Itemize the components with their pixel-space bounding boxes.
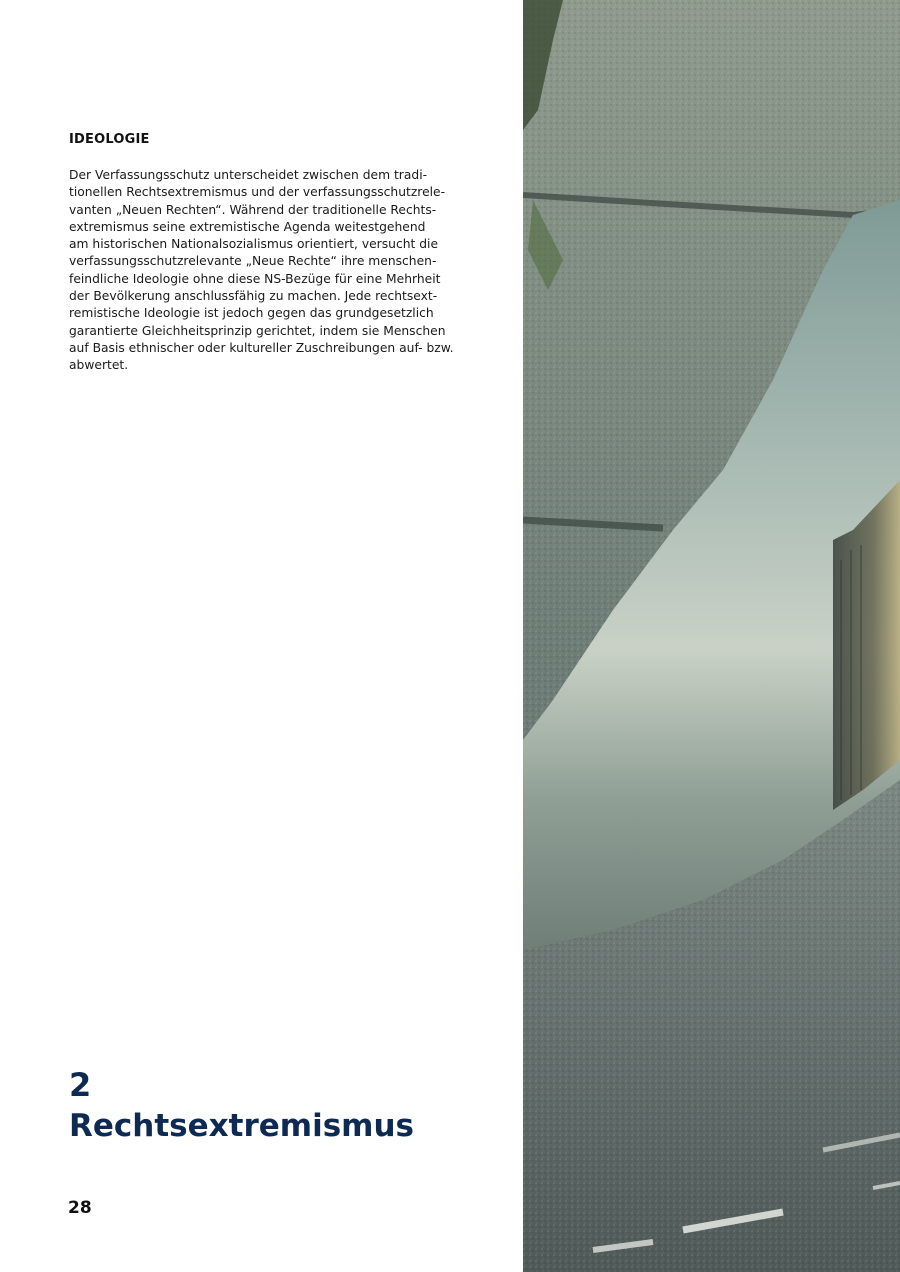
body-line: auf Basis ethnischer oder kultureller Zuschreibungen auf- bzw. [69, 340, 454, 355]
body-line: am historischen Nationalsozialismus orientiert, versucht die [69, 237, 439, 252]
puddle-reflection-photo [523, 0, 900, 1272]
body-line: extremismus seine extremistische Agenda weitestgehend [69, 219, 426, 234]
body-paragraph [69, 167, 454, 375]
body-line: tionellen Rechtsextremismus und der verfassungsschutzrele- [69, 185, 446, 200]
body-line: feindliche Ideologie ohne diese NS-Bezüge für eine Mehrheit [69, 271, 441, 286]
body-line: garantierte Gleichheitsprinzip gerichtet, indem sie Menschen [69, 323, 446, 338]
body-line: Der Verfassungsschutz unterscheidet zwischen dem tradi- [69, 168, 428, 182]
body-line: remistische Ideologie ist jedoch gegen das grundgesetzlich [69, 306, 434, 321]
body-line: vanten „Neuen Rechten“. Während der traditionelle Rechts- [69, 202, 437, 217]
page-number: 28 [68, 1198, 92, 1218]
body-line: abwertet. [69, 358, 129, 373]
section-heading: IDEOLOGIE [69, 132, 150, 147]
chapter-number: 2 [69, 1066, 92, 1104]
body-line: verfassungsschutzrelevante „Neue Rechte“ ihre menschen- [69, 254, 437, 269]
body-line: der Bevölkerung anschlussfähig zu machen. Jede rechtsext- [69, 289, 438, 304]
chapter-title: Rechtsextremismus [69, 1108, 414, 1144]
